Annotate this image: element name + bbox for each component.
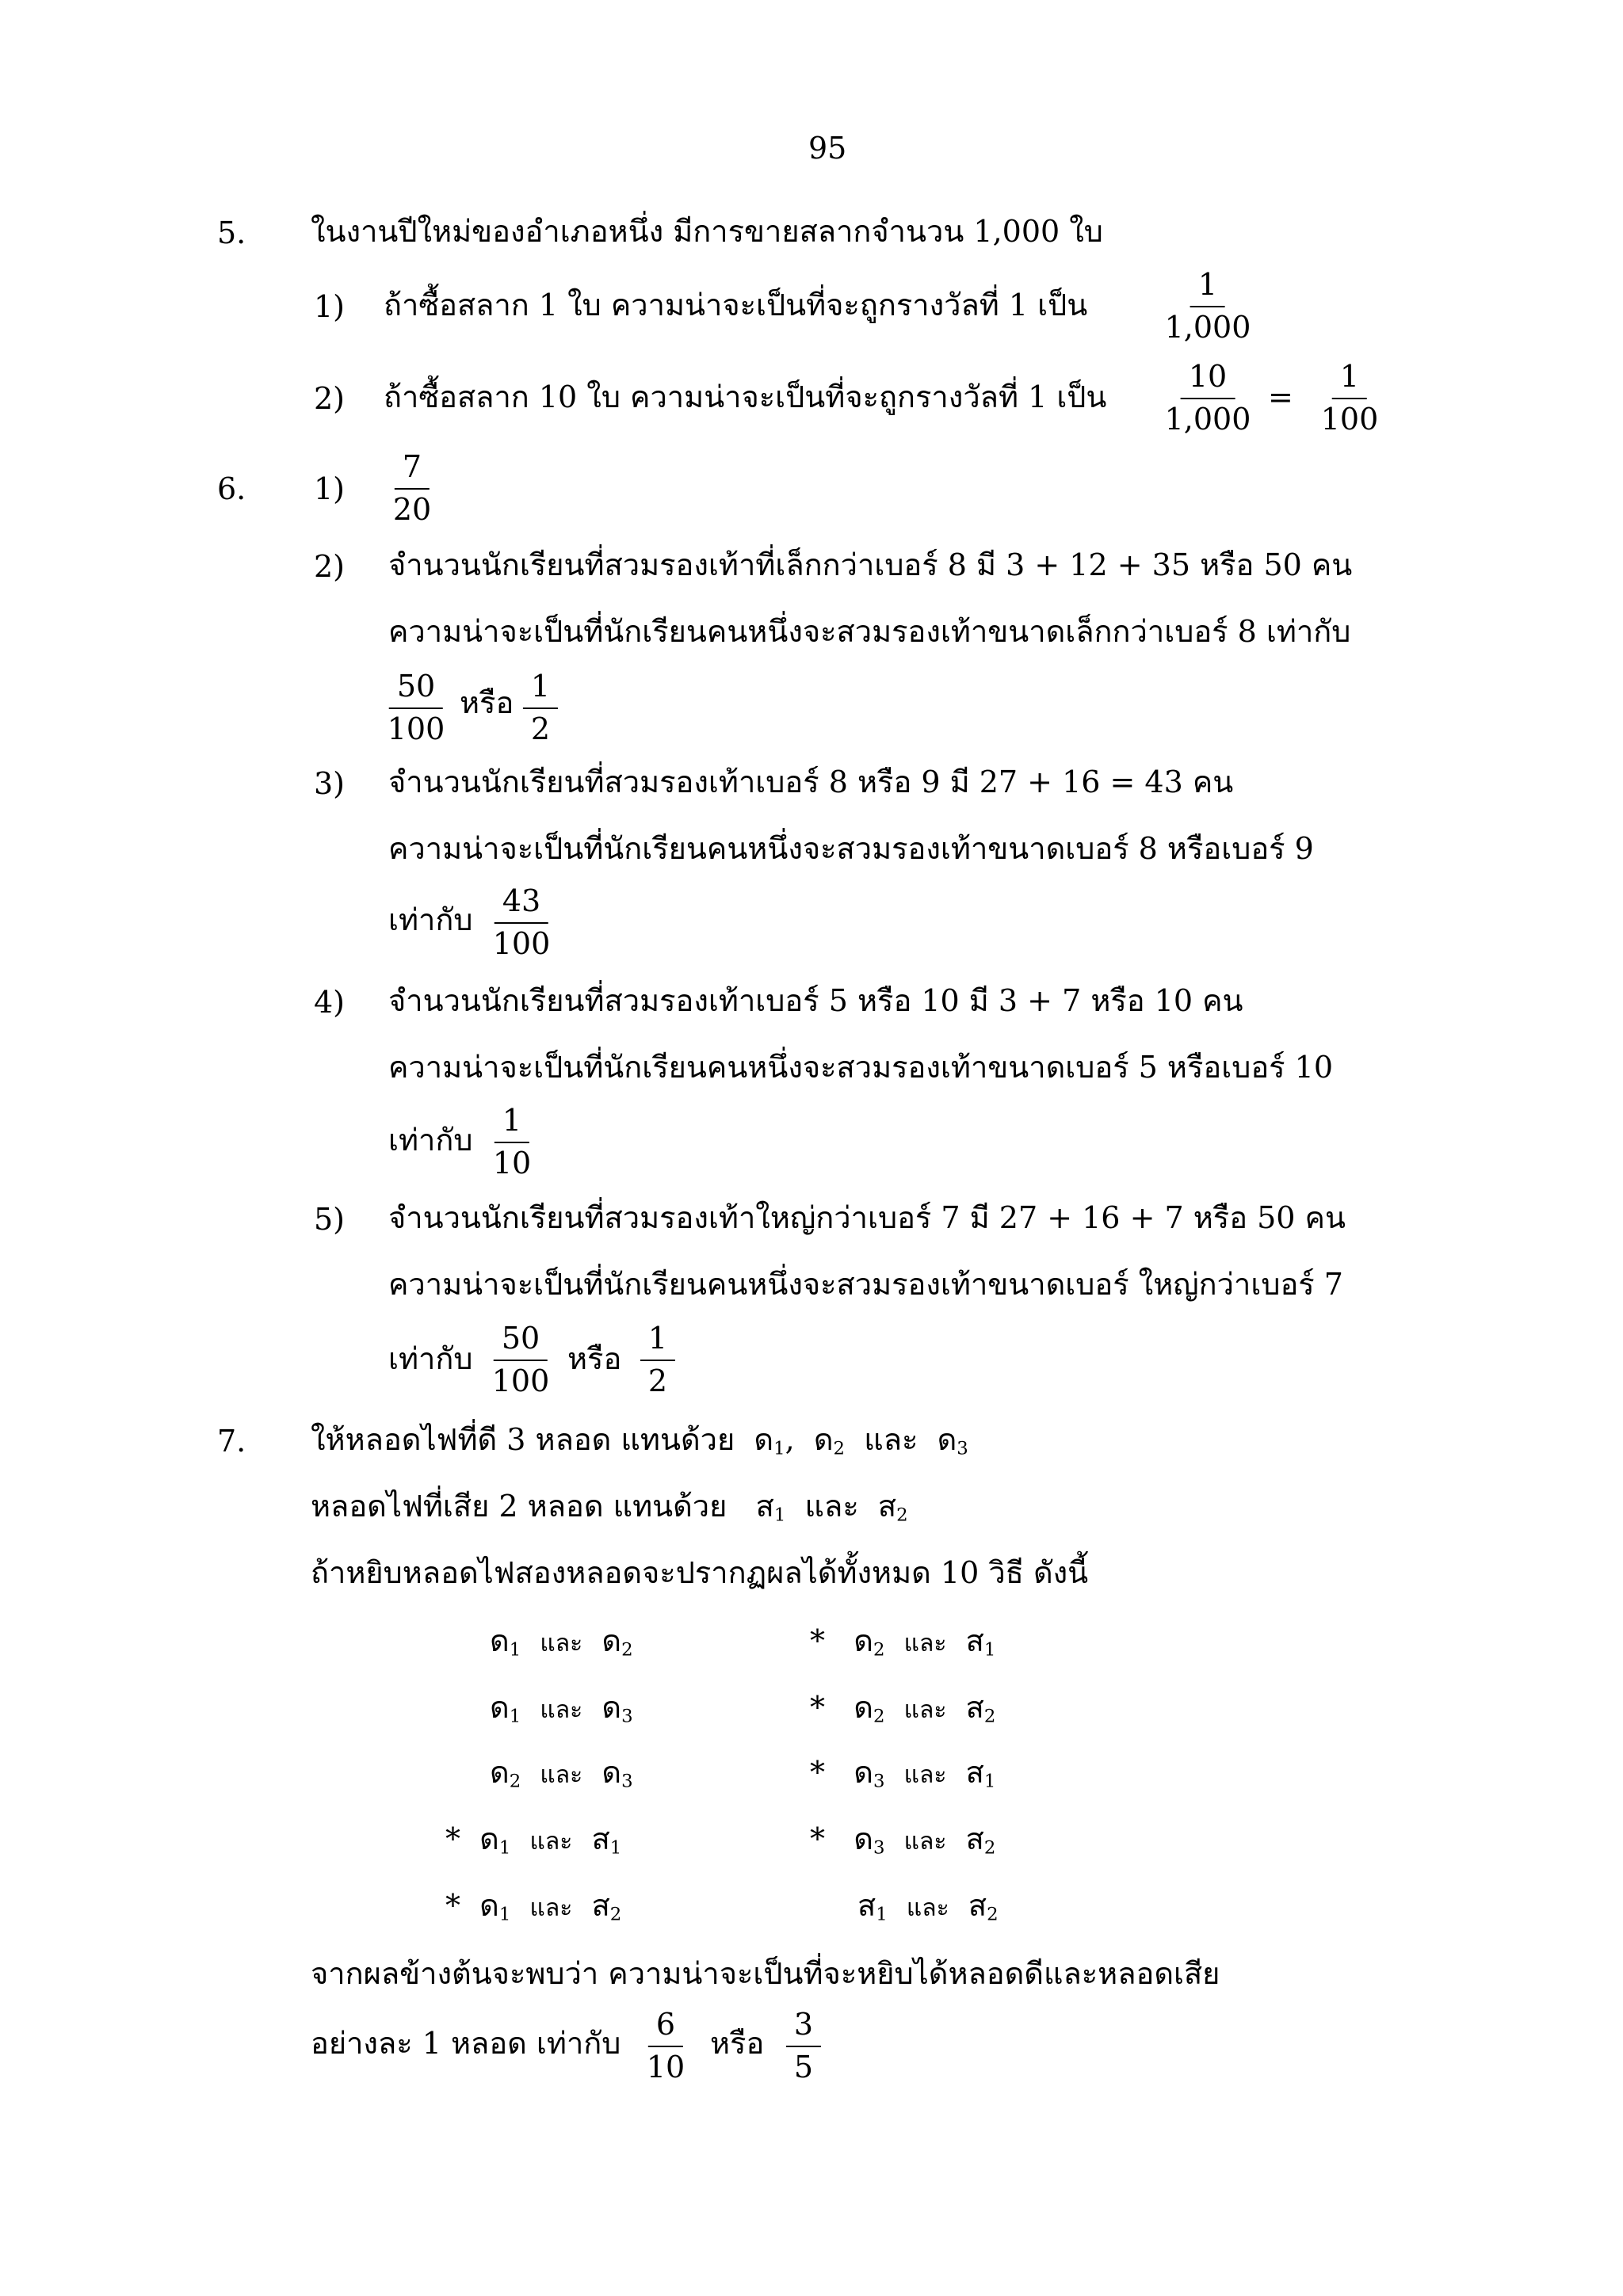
q7-fraction-2 [786, 2009, 821, 2082]
outcome-d1-s2: * ด$_1$ และ ส$_2$ [445, 1888, 622, 1925]
q7-conclusion-line1: จากผลข้างต้นจะพบว่า ความน่าจะเป็นที่จะหยิบได้หลอดดีและหลอดเสีย [311, 1956, 1220, 1991]
fraction-numerator: 1 [1190, 269, 1225, 307]
q7-fraction-1 [647, 2009, 685, 2082]
q6-item3-label: 3) [314, 766, 346, 801]
outcome-d3-s1: * ด$_3$ และ ส$_1$ [810, 1755, 996, 1792]
q6-item5-equals-text: เท่ากับ [388, 1341, 473, 1376]
page-number: 95 [808, 131, 847, 166]
fraction-numerator: 7 [395, 452, 430, 490]
fraction-numerator: 1 [523, 671, 558, 709]
fraction-numerator: 1 [640, 1323, 675, 1361]
outcome-d1-s1: * ด$_1$ และ ส$_1$ [445, 1821, 622, 1859]
fraction-denominator: 10 [646, 2050, 685, 2084]
fraction-numerator: 1 [1332, 361, 1367, 399]
fraction-denominator: 10 [492, 1146, 532, 1180]
q5-item1-text: ถ้าซื้อสลาก 1 ใบ ความน่าจะเป็นที่จะถูกรางวัลที่ 1 เป็น [384, 288, 1088, 322]
q6-item2-line2: ความน่าจะเป็นที่นักเรียนคนหนึ่งจะสวมรองเท้าขนาดเล็กกว่าเบอร์ 8 เท่ากับ [388, 614, 1351, 649]
fraction-numerator: 50 [389, 671, 443, 709]
q6-item3-line1: จำนวนนักเรียนที่สวมรองเท้าเบอร์ 8 หรือ 9 มี 27 + 16 = 43 คน [388, 765, 1234, 799]
star-marker: * [810, 1690, 825, 1725]
q5-item2-fraction-1 [1164, 359, 1251, 437]
q6-item1-fraction [392, 449, 432, 527]
q6-item3-fraction [492, 883, 551, 961]
q5-text: ในงานปีใหม่ของอำเภอหนึ่ง มีการขายสลากจำนวน 1,000 ใบ [311, 214, 1103, 249]
or-text: หรือ [567, 1341, 622, 1376]
fraction-denominator: 2 [647, 1363, 668, 1398]
q7-line3: ถ้าหยิบหลอดไฟสองหลอดจะปรากฏผลได้ทั้งหมด 10 วิธี ดังนี้ [311, 1555, 1089, 1590]
q7-number: 7. [217, 1424, 246, 1459]
star-marker: * [810, 1623, 825, 1658]
q6-item5-fraction-1 [492, 1323, 550, 1396]
q6-item5-line2: ความน่าจะเป็นที่นักเรียนคนหนึ่งจะสวมรองเท้าขนาดเบอร์ ใหญ่กว่าเบอร์ 7 [388, 1267, 1343, 1302]
bad-bulb-1: ส$_1$ [755, 1489, 786, 1526]
outcome-d2-s1: * ด$_2$ และ ส$_1$ [810, 1623, 996, 1661]
or-text: หรือ [460, 685, 514, 720]
fraction-numerator: 50 [494, 1323, 548, 1361]
q7-line1: ให้หลอดไฟที่ดี 3 หลอด แทนด้วย ด$_1$, ด$_2$ และ ด$_3$ [311, 1422, 968, 1459]
fraction-denominator: 100 [1320, 402, 1379, 437]
q5-item2-text: ถ้าซื้อสลาก 10 ใบ ความน่าจะเป็นที่จะถูกรางวัลที่ 1 เป็น [384, 379, 1107, 414]
q6-item5-line1: จำนวนนักเรียนที่สวมรองเท้าใหญ่กว่าเบอร์ 7 มี 27 + 16 + 7 หรือ 50 คน [388, 1200, 1346, 1235]
q6-item5-fraction-2 [640, 1323, 675, 1396]
q5-item2-label: 2) [314, 381, 346, 416]
q6-number: 6. [217, 471, 246, 506]
q5-item2-fraction-2 [1320, 359, 1379, 437]
fraction-numerator: 43 [495, 886, 548, 924]
outcome-d1-d2: ด$_1$ และ ด$_2$ [490, 1623, 633, 1661]
star-marker: * [445, 1888, 460, 1923]
fraction-denominator: 1,000 [1164, 310, 1251, 345]
fraction-denominator: 100 [387, 711, 445, 746]
q6-item2-fraction-1 [388, 671, 445, 744]
fraction-denominator: 5 [793, 2050, 814, 2084]
q6-item2-line1: จำนวนนักเรียนที่สวมรองเท้าที่เล็กกว่าเบอร์ 8 มี 3 + 12 + 35 หรือ 50 คน [388, 547, 1353, 582]
fraction-denominator: 100 [492, 926, 551, 961]
q6-item3-equals-text: เท่ากับ [388, 902, 473, 937]
fraction-numerator: 6 [648, 2009, 683, 2047]
q6-item5-label: 5) [314, 1202, 346, 1237]
q6-item4-line1: จำนวนนักเรียนที่สวมรองเท้าเบอร์ 5 หรือ 10 มี 3 + 7 หรือ 10 คน [388, 983, 1243, 1018]
q6-item4-label: 4) [314, 985, 346, 1020]
q7-line1-text: ให้หลอดไฟที่ดี 3 หลอด แทนด้วย [311, 1422, 735, 1457]
fraction-denominator: 100 [491, 1363, 550, 1398]
fraction-numerator: 10 [1181, 361, 1235, 399]
fraction-denominator: 1,000 [1164, 402, 1251, 437]
star-marker: * [810, 1755, 825, 1790]
good-bulb-2: ด$_2$ [813, 1422, 846, 1459]
q5-item1-label: 1) [314, 289, 346, 324]
q5-number: 5. [217, 215, 246, 250]
outcome-s1-s2: ส$_1$ และ ส$_2$ [857, 1888, 999, 1925]
star-marker: * [810, 1821, 825, 1856]
q6-item3-line2: ความน่าจะเป็นที่นักเรียนคนหนึ่งจะสวมรองเท้าขนาดเบอร์ 8 หรือเบอร์ 9 [388, 831, 1314, 866]
outcome-d2-s2: * ด$_2$ และ ส$_2$ [810, 1690, 996, 1727]
equals-sign: = [1268, 379, 1293, 414]
q7-line2-text: หลอดไฟที่เสีย 2 หลอด แทนด้วย [311, 1489, 727, 1524]
q7-conclusion-line2: อย่างละ 1 หลอด เท่ากับ [311, 2026, 621, 2061]
q6-item2-fraction-2 [523, 671, 558, 744]
q6-item4-line2: ความน่าจะเป็นที่นักเรียนคนหนึ่งจะสวมรองเท้าขนาดเบอร์ 5 หรือเบอร์ 10 [388, 1050, 1333, 1085]
q6-item4-fraction [493, 1105, 531, 1178]
fraction-denominator: 2 [530, 711, 551, 746]
or-text: หรือ [710, 2026, 765, 2061]
good-bulb-1: ด$_1$ [754, 1422, 785, 1459]
q7-line2: หลอดไฟที่เสีย 2 หลอด แทนด้วย ส$_1$ และ ส$_2$ [311, 1489, 908, 1526]
q6-item2-label: 2) [314, 549, 346, 584]
good-bulb-3: ด$_3$ [937, 1422, 968, 1459]
fraction-numerator: 3 [786, 2009, 821, 2047]
fraction-denominator: 20 [392, 492, 432, 527]
outcome-d3-s2: * ด$_3$ และ ส$_2$ [810, 1821, 996, 1859]
bad-bulb-2: ส$_2$ [877, 1489, 908, 1526]
outcome-d1-d3: ด$_1$ และ ด$_3$ [490, 1690, 633, 1727]
star-marker: * [445, 1821, 460, 1856]
q6-item4-equals-text: เท่ากับ [388, 1123, 473, 1158]
q6-item1-label: 1) [314, 471, 346, 506]
fraction-numerator: 1 [495, 1105, 529, 1143]
q5-item1-fraction [1164, 267, 1251, 345]
outcome-d2-d3: ด$_2$ และ ด$_3$ [490, 1755, 633, 1792]
